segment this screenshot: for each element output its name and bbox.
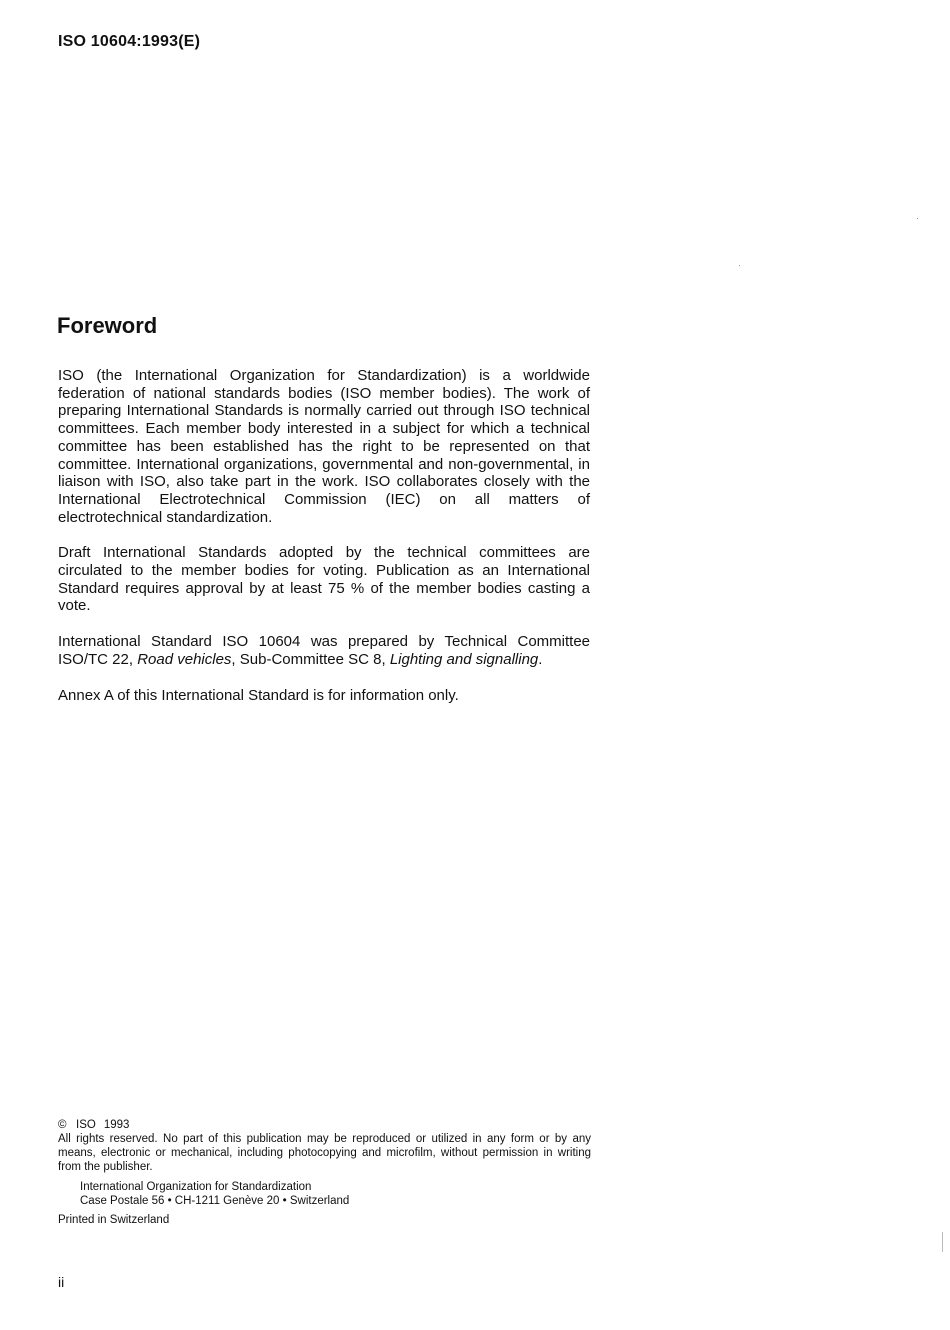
scan-speck xyxy=(739,265,740,266)
committee-name: Road vehicles xyxy=(137,650,232,668)
paragraph-3-text-3: . xyxy=(538,650,543,668)
printed-in: Printed in Switzerland xyxy=(58,1214,170,1226)
page-number: ii xyxy=(58,1274,65,1290)
copyright-block xyxy=(58,1118,591,1227)
document-code-header: ISO 10604:1993(E) xyxy=(58,33,201,50)
copyright-symbol: © xyxy=(58,1119,67,1131)
scan-speck xyxy=(917,218,918,219)
copyright-owner: ISO xyxy=(76,1119,96,1131)
foreword-paragraph-4: Annex A of this International Standard is for information only. xyxy=(58,686,459,704)
rights-statement: All rights reserved. No part of this publication may be reproduced or utilized in any form or by any means, electronic or mechanical, including photocopying and microfilm, without permission in writing from the publisher. xyxy=(58,1133,591,1173)
foreword-body xyxy=(58,367,590,704)
organization-name: International Organization for Standardization xyxy=(80,1181,312,1193)
paragraph-3-text-2: , Sub-Committee SC 8, xyxy=(231,650,390,668)
subcommittee-name: Lighting and signalling xyxy=(389,650,539,668)
foreword-title: Foreword xyxy=(57,313,158,338)
copyright-line xyxy=(58,1118,591,1132)
foreword-paragraph-1: ISO (the International Organization for Standardization) is a worldwide federation of national standards bodies (ISO member bodies). The work of preparing International Standards is normally carried out through ISO technical committees. Each member body interested in a subject for which a technical committee has been established has the right to be represented on that committee. International organizations, governmental and non-governmental, in liaison with ISO, also take part in the work. ISO collaborates closely with the International Electrotechnical Commission (IEC) on all matters of electrotechnical standardization. xyxy=(58,367,590,526)
foreword-paragraph-2: Draft International Standards adopted by the technical committees are circulated to the member bodies for voting. Publication as an International Standard requires approval by at least 75 % of the member bodies casting a vote. xyxy=(58,544,590,615)
scan-speck xyxy=(942,1232,943,1252)
organization-address: Case Postale 56 • CH-1211 Genève 20 • Switzerland xyxy=(80,1195,350,1207)
foreword-paragraph-3 xyxy=(58,633,590,668)
copyright-year: 1993 xyxy=(103,1119,130,1131)
paragraph-3-text-1: International Standard ISO 10604 was prepared by Technical Committee ISO/TC 22, xyxy=(58,633,590,668)
